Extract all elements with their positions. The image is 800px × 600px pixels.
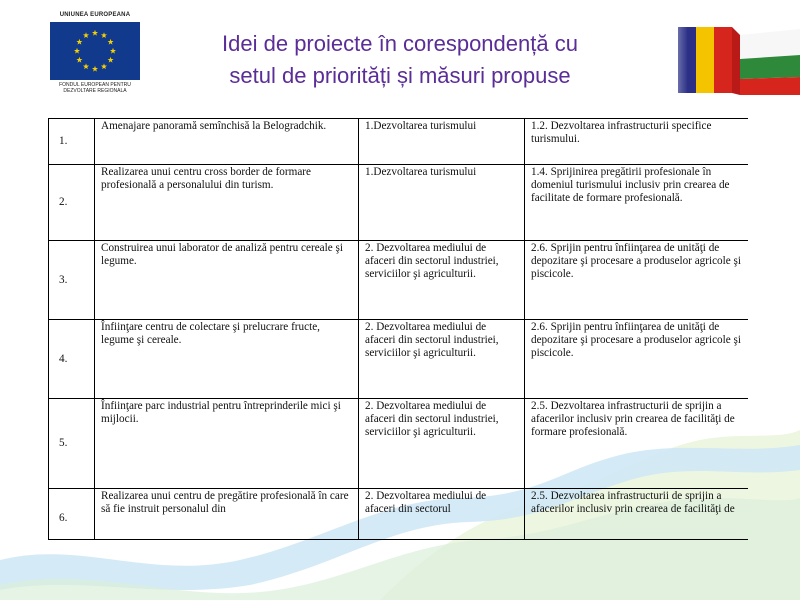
row-number: 4. <box>49 320 95 399</box>
project-cell: Realizarea unui centru de pregătire profesională în care să fie instruit personalul din <box>95 489 359 541</box>
priority-cell: 2. Dezvoltarea mediului de afaceri din sectorul <box>359 489 525 541</box>
eu-logo <box>45 12 145 97</box>
row-number: 2. <box>49 165 95 241</box>
eu-fund-line1: FONDUL EUROPEAN PENTRU <box>59 82 131 88</box>
table-row <box>49 119 749 165</box>
table-bottom-border <box>48 539 748 540</box>
project-cell: Realizarea unui centru cross border de formare profesională a personalului din turism. <box>95 165 359 241</box>
table-row <box>49 165 749 241</box>
eu-flag-icon <box>50 22 140 80</box>
row-number: 1. <box>49 119 95 165</box>
projects-table <box>48 118 748 540</box>
measure-cell: 2.5. Dezvoltarea infrastructurii de sprijin a afacerilor inclusiv prin crearea de facilităţi de formare profesională. <box>525 399 749 489</box>
eu-fund-text <box>45 82 145 94</box>
priority-cell: 2. Dezvoltarea mediului de afaceri din sectorul industriei, serviciilor şi agriculturii. <box>359 399 525 489</box>
projects-table-container <box>48 118 748 540</box>
project-cell: Înfiinţare parc industrial pentru întreprinderile mici şi mijlocii. <box>95 399 359 489</box>
eu-label: UNIUNEA EUROPEANA <box>59 12 131 18</box>
priority-cell: 2. Dezvoltarea mediului de afaceri din sectorul industriei, serviciilor şi agriculturii. <box>359 241 525 320</box>
table-row <box>49 489 749 541</box>
eu-fund-line2: DEZVOLTARE REGIONALA <box>63 88 127 94</box>
priority-cell: 1.Dezvoltarea turismului <box>359 119 525 165</box>
ro-bg-flags-icon <box>668 25 800 95</box>
measure-cell: 2.6. Sprijin pentru înfiinţarea de unităţi de depozitare şi procesare a produselor agricole şi piscicole. <box>525 241 749 320</box>
title-line1: Idei de proiecte în corespondență cu <box>222 31 578 56</box>
measure-cell: 1.2. Dezvoltarea infrastructurii specifice turismului. <box>525 119 749 165</box>
project-cell: Amenajare panoramă semînchisă la Belogradchik. <box>95 119 359 165</box>
row-number: 3. <box>49 241 95 320</box>
table-row <box>49 399 749 489</box>
title-line2: setul de priorități și măsuri propuse <box>229 63 571 88</box>
priority-cell: 2. Dezvoltarea mediului de afaceri din sectorul industriei, serviciilor şi agriculturii. <box>359 320 525 399</box>
measure-cell: 2.5. Dezvoltarea infrastructurii de sprijin a afacerilor inclusiv prin crearea de facilităţi de <box>525 489 749 541</box>
project-cell: Construirea unui laborator de analiză pentru cereale şi legume. <box>95 241 359 320</box>
priority-cell: 1.Dezvoltarea turismului <box>359 165 525 241</box>
table-row <box>49 320 749 399</box>
page-title <box>150 28 650 92</box>
table-row <box>49 241 749 320</box>
row-number: 5. <box>49 399 95 489</box>
row-number: 6. <box>49 489 95 541</box>
measure-cell: 1.4. Sprijinirea pregătirii profesionale în domeniul turismului inclusiv prin crearea de facilitate de formare profesională. <box>525 165 749 241</box>
measure-cell: 2.6. Sprijin pentru înfiinţarea de unităţi de depozitare şi procesare a produselor agricole şi piscicole. <box>525 320 749 399</box>
project-cell: Înfiinţare centru de colectare şi prelucrare fructe, legume şi cereale. <box>95 320 359 399</box>
